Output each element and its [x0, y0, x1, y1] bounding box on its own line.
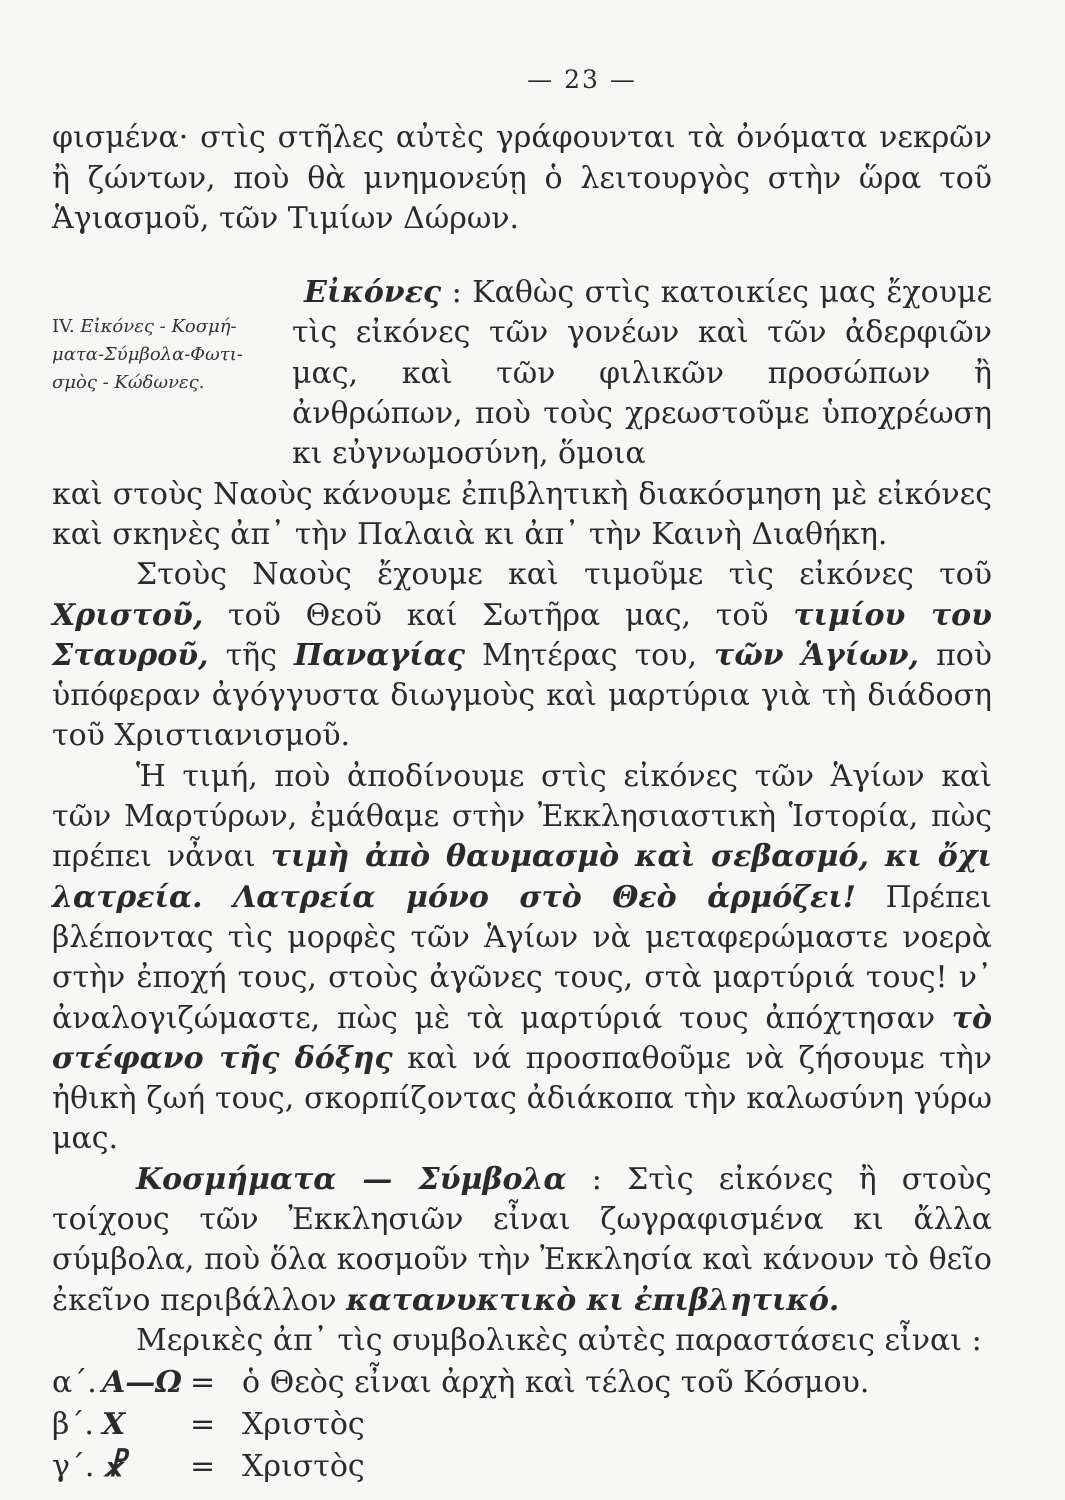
symbol-number: γ΄.	[52, 1449, 95, 1485]
list-item	[52, 1405, 992, 1447]
icons-section-body	[292, 273, 992, 474]
equals-sign: =	[190, 1449, 216, 1485]
icons-lead-text: : Καθὼς στὶς κατοικίες μας ἔχουμε τὶς εἰκόνες τῶν γονέων καὶ τῶν ἀδερφιῶν μας, καὶ τῶν φιλικῶν προσώπων ἢ ἀνθρώπων, ποὺ τοὺς χρεωστοῦμε ὑποχρέωση κι εὐγνωμοσύνη, ὅμοια	[292, 275, 992, 472]
symbol-meaning: Χριστὸς	[242, 1407, 365, 1443]
list-item	[52, 1447, 992, 1489]
paragraph-temples	[52, 555, 992, 756]
page-number: — 23 —	[527, 65, 637, 94]
symbol-list	[52, 1363, 992, 1489]
emphasis-saints: τῶν Ἁγίων,	[714, 637, 919, 673]
paragraph-symbols-intro: Μερικὲς ἀπ᾿ τὶς συμβολικὲς αὐτὲς παραστάσεις εἶναι :	[136, 1322, 982, 1358]
symbol-meaning: Χριστὸς	[242, 1449, 365, 1485]
emphasis-christ: Χριστοῦ,	[52, 597, 204, 633]
symbol-number: α΄.	[52, 1365, 97, 1401]
book-page	[52, 60, 992, 1489]
emphasis-imposing: κατανυκτικὸ κι ἐπιβλητικό.	[346, 1282, 840, 1318]
paragraph-ornaments	[52, 1160, 992, 1321]
margin-note-text: Εἰκόνες - Κοσμή-ματα-Σύμβολα-Φωτι-σμὸς - Κώδωνες.	[52, 316, 243, 394]
list-item	[52, 1363, 992, 1405]
margin-note	[52, 273, 292, 397]
text-run: ποὺ ὑπόφεραν ἀγόγγυστα διωγμοὺς καὶ μαρτύρια γιὰ τὴ διάδοση τοῦ Χριστιανισμοῦ.	[52, 637, 992, 754]
chi-rho-icon: ☧	[102, 1449, 126, 1485]
text-run: Ἡ τιμή, ποὺ ἀποδίνουμε στὶς εἰκόνες τῶν Ἁγίων καὶ τῶν Μαρτύρων, ἐμάθαμε στὴν Ἐκκλησιαστικὴ Ἱστορία, πὼς πρέπει νἆναι	[52, 758, 992, 875]
opening-paragraph: φισμένα· στὶς στῆλες αὐτὲς γράφουνται τὰ ὀνόματα νεκρῶν ἢ ζώντων, ποὺ θὰ μνημονεύῃ ὁ λειτουργὸς στὴν ὥρα τοῦ Ἁγιασμοῦ, τῶν Τιμίων Δώρων.	[52, 120, 992, 236]
emphasis-panagia: Παναγίας	[293, 637, 465, 673]
icons-lead-paragraph	[292, 273, 992, 474]
emphasis-crown: τὸ στέφανο τῆς δόξης	[52, 1000, 992, 1076]
icons-section	[52, 273, 992, 474]
emphasis-cross: τιμίου του Σταυροῦ,	[52, 597, 992, 673]
symbol-sign: Α—Ω	[102, 1365, 182, 1401]
text-run: : Στὶς εἰκόνες ἢ στοὺς τοίχους τῶν Ἐκκλησιῶν εἶναι ζωγραφισμένα κι ἄλλα σύμβολα, ποὺ ὅλα κοσμοῦν τὴν Ἐκκλησία καὶ κάνουν τὸ θεῖο ἐκεῖνο περιβάλλον	[52, 1161, 992, 1318]
text-run: Μητέρας του,	[482, 637, 697, 673]
icons-continuation: καὶ στοὺς Ναοὺς κάνουμε ἐπιβλητικὴ διακόσμηση μὲ εἰκόνες καὶ σκηνὲς ἀπ᾿ τὴν Παλαιὰ κι ἀπ᾿ τὴν Καινὴ Διαθήκη.	[52, 476, 992, 552]
symbol-meaning: ὁ Θεὸς εἶναι ἀρχὴ καὶ τέλος τοῦ Κόσμου.	[242, 1365, 870, 1401]
equals-sign: =	[190, 1365, 216, 1401]
paragraph-honour	[52, 757, 992, 1160]
text-run: τοῦ Θεοῦ καί Σωτῆρα μας, τοῦ	[228, 597, 769, 633]
text-run: Πρέπει βλέποντας τὶς μορφὲς τῶν Ἁγίων νὰ μεταφερώμαστε νοερὰ στὴν ἐποχή τους, στοὺς ἀγῶνες τους, στὰ μαρτύριά τους! ν᾿ ἀναλογιζώμαστε, πὼς μὲ τὰ μαρτύριά τους ἀπόχτησαν	[52, 879, 992, 1036]
symbol-sign: Χ	[102, 1407, 126, 1443]
text-run: Στοὺς Ναοὺς ἔχουμε καὶ τιμοῦμε τὶς εἰκόνες τοῦ	[136, 557, 992, 593]
icons-heading: Εἰκόνες	[304, 275, 442, 311]
symbol-number: β΄.	[52, 1407, 94, 1443]
text-run: καὶ νά προσπαθοῦμε νὰ ζήσουμε τὴν ἠθικὴ ζωή τους, σκορπίζοντας ἀδιάκοπα τὴν καλωσύνη γύρω μας.	[52, 1040, 992, 1157]
ornaments-heading: Κοσμήματα — Σύμβολα	[136, 1161, 567, 1197]
emphasis-worship: τιμὴ ἀπὸ θαυμασμὸ καὶ σεβασμό, κι ὄχι λατρεία. Λατρεία μόνο στὸ Θεὸ ἁρμόζει!	[52, 839, 992, 915]
text-run: τῆς	[225, 637, 277, 673]
equals-sign: =	[190, 1407, 216, 1443]
margin-note-number: IV.	[52, 316, 75, 338]
